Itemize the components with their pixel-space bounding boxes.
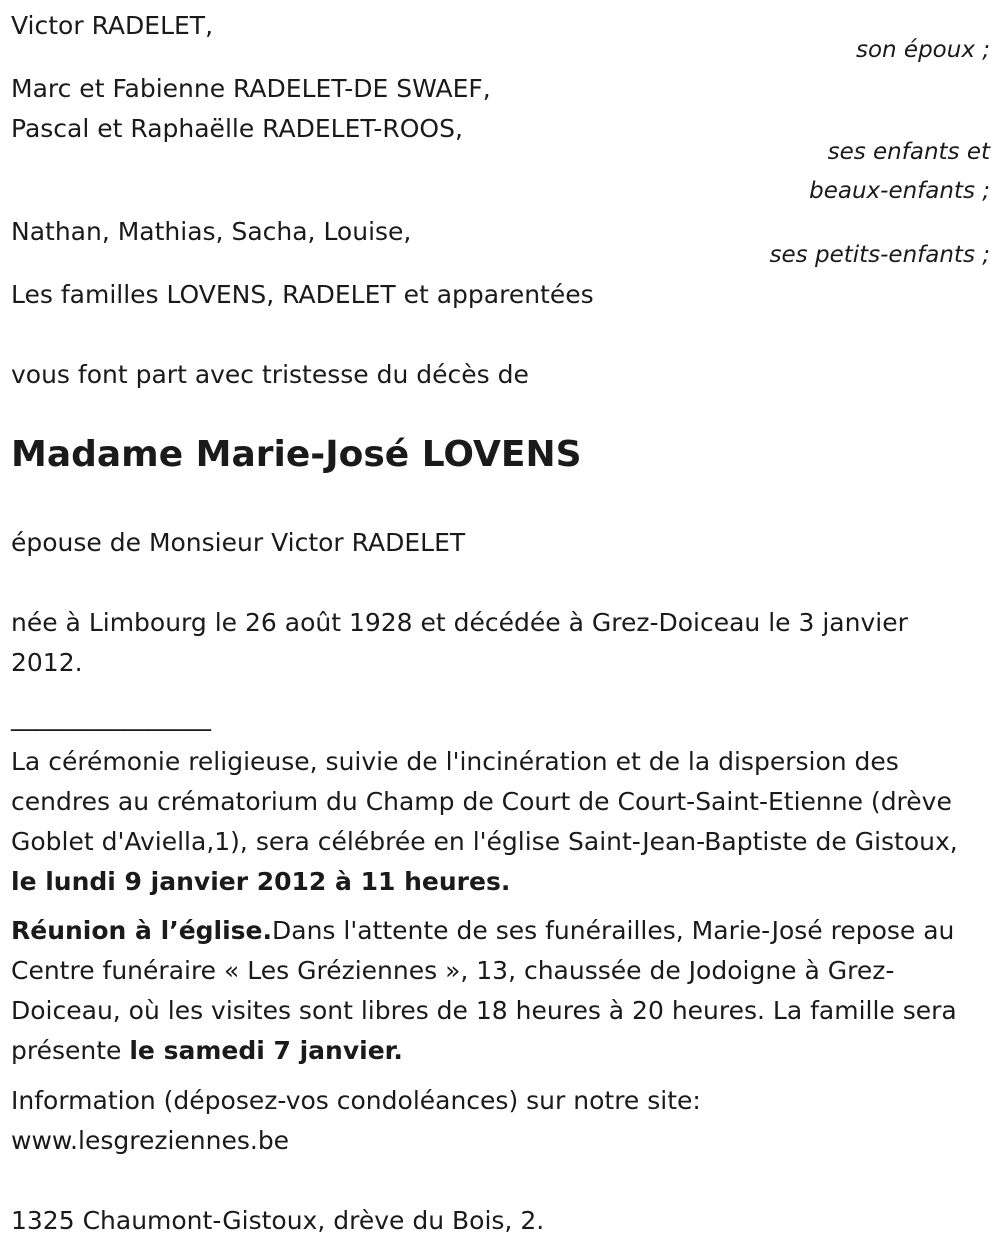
grandchildren-role: ses petits-enfants ; [769,242,990,268]
info-line: Information (déposez-vos condoléances) sur notre site: [11,1086,701,1115]
grandchildren-names: Nathan, Mathias, Sacha, Louise, [11,217,412,246]
spouse-role: son époux ; [855,37,990,63]
children-role-1: ses enfants et [827,139,990,165]
birth-death-line-2: 2012. [11,648,83,677]
visitation-text: Dans l'attente de ses funérailles, Marie-José repose au Centre funéraire « Les Gréziennes », 13, chaussée de Jodoigne à Grez-Doiceau, où les visites sont libres de 18 heures à 20 heures. La famille sera présente [11,916,957,1065]
children-line-1: Marc et Fabienne RADELET-DE SWAEF, [11,74,491,103]
ceremony-text: La cérémonie religieuse, suivie de l'incinération et de la dispersion des cendres au crématorium du Champ de Court de Court-Saint-Etienne (drève Goblet d'Aviella,1), sera célébrée en l'église Saint-Jean-Baptiste de Gistoux, [11,747,958,856]
website-link[interactable]: www.lesgreziennes.be [11,1126,290,1155]
spouse-line: épouse de Monsieur Victor RADELET [11,528,466,557]
spouse-name: Victor RADELET, [11,11,214,40]
ceremony-paragraph [11,742,986,902]
children-line-2: Pascal et Raphaëlle RADELET-ROOS, [11,114,463,143]
announcement-intro: vous font part avec tristesse du décès de [11,360,529,389]
address-line: 1325 Chaumont-Gistoux, drève du Bois, 2. [11,1206,545,1235]
deceased-name: Madame Marie-José LOVENS [11,434,582,475]
birth-death-line-1: née à Limbourg le 26 août 1928 et décédée à Grez-Doiceau le 3 janvier [11,608,908,637]
children-role-2: beaux-enfants ; [809,178,990,204]
visitation-meeting: Réunion à l’église. [11,916,273,945]
visitation-paragraph [11,911,986,1071]
ceremony-date: le lundi 9 janvier 2012 à 11 heures. [11,867,511,896]
visitation-family-date: le samedi 7 janvier. [129,1036,403,1065]
families-line: Les familles LOVENS, RADELET et apparentées [11,280,594,309]
separator-line: ________________ [11,702,211,731]
